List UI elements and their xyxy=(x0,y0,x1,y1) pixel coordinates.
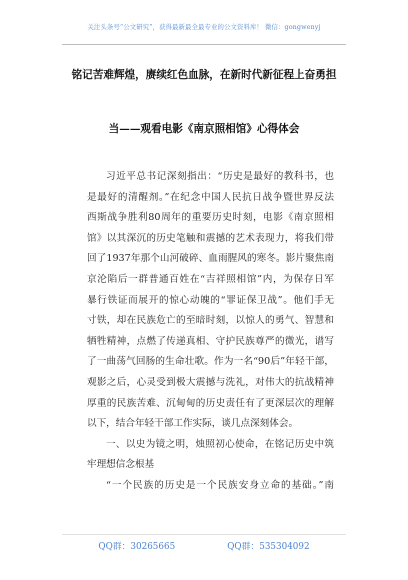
body-line: 观影之后，心灵受到极大震撼与洗礼，对伟大的抗战精神 xyxy=(87,376,334,388)
section-heading-line: 牢理想信念根基 xyxy=(87,459,155,471)
body-line: 馆》以其深沉的历史笔触和震撼的艺术表现力，将我们带 xyxy=(87,232,334,244)
footer-qq-group-2: QQ群：535304092 xyxy=(227,542,310,552)
body-line: 西斯战争胜利80周年的重要历史时刻，电影《南京照相 xyxy=(87,212,334,224)
body-line: 以下，结合年轻干部工作实际，谈几点深刻体会。 xyxy=(87,418,299,430)
body-line: 寸铁，却在民族危亡的至暗时刻，以惊人的勇气、智慧和 xyxy=(87,315,334,327)
document-title-line-1: 铭记苦难辉煌，赓续红色血脉，在新时代新征程上奋勇担 xyxy=(71,69,337,81)
footer-contact xyxy=(0,539,408,552)
document-title-line-2: 当——观看电影《南京照相馆》心得体会 xyxy=(108,123,300,135)
body-line: 京沦陷后一群普通百姓在“吉祥照相馆”内，为保存日军 xyxy=(87,273,334,285)
body-line: 回了1937年那个山河破碎、血雨腥风的寒冬。影片聚焦南 xyxy=(87,253,334,265)
header-divider xyxy=(62,44,346,45)
body-line: 牺牲精神，点燃了传递真相、守护民族尊严的微光，谱写 xyxy=(87,335,334,347)
body-line: “一个民族的历史是一个民族安身立命的基础。”南 xyxy=(106,479,334,491)
footer-divider xyxy=(62,534,346,535)
body-line: 暴行铁证而展开的惊心动魄的“罪证保卫战”。他们手无 xyxy=(87,294,334,306)
document-body xyxy=(87,167,334,497)
header-banner: 关注头条号“公文研究”，获得最新最全最专业的公文资料库！ 微信：gongwenyj xyxy=(87,23,321,31)
body-line: 厚重的民族苦难、沉甸甸的历史责任有了更深层次的理解 xyxy=(87,397,334,409)
section-heading-line: 一、以史为镜之明，烛照初心使命，在铭记历史中筑 xyxy=(106,438,334,450)
body-line: 是最好的清醒剂。”在纪念中国人民抗日战争暨世界反法 xyxy=(87,191,334,203)
footer-qq-group-1: QQ群：30265665 xyxy=(98,542,176,552)
body-line: 了一曲荡气回肠的生命壮歌。作为一名“90后”年轻干部， xyxy=(87,356,334,368)
body-line: 习近平总书记深刻指出：“历史是最好的教科书，也 xyxy=(106,171,334,182)
